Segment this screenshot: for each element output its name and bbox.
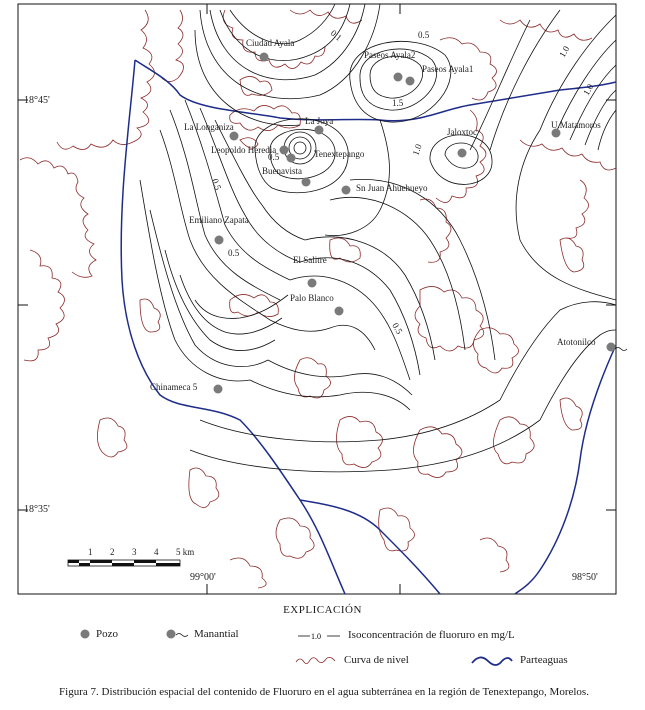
legend-item-manantial	[166, 628, 239, 640]
well-marker[interactable]	[406, 77, 415, 86]
legend-item-parteaguas	[470, 653, 568, 667]
site-label: Buenavista	[262, 166, 302, 176]
scale-bar	[68, 547, 194, 566]
parteaguas-icon	[470, 653, 514, 667]
site-label: Ciudad Ayala	[246, 38, 295, 48]
contour-label: 0.5	[268, 152, 280, 162]
spring	[607, 343, 628, 352]
legend-item-pozo	[80, 628, 118, 640]
contour-label: 0.5	[418, 30, 430, 40]
lat-label-top: 18°45'	[24, 95, 50, 106]
site-label: Paseos Ayala1	[422, 64, 474, 74]
lon-label-right: 98°50'	[572, 572, 598, 583]
well-marker[interactable]	[308, 279, 317, 288]
scale-tick-label: 5 km	[176, 547, 195, 557]
pozo-icon	[80, 629, 90, 639]
legend-label: Curva de nivel	[344, 654, 409, 666]
site-label: Chinameca 5	[150, 382, 198, 392]
contour-label: 1.0	[557, 44, 572, 59]
site-label: Jaloxtoc	[447, 127, 477, 137]
site-label: U.Matamoros	[551, 120, 601, 130]
legend-title: EXPLICACIÓN	[283, 604, 362, 616]
spring-outflow-icon	[615, 348, 627, 351]
site-label: Atotonilco	[557, 337, 596, 347]
manantial-icon	[166, 628, 188, 640]
well-marker[interactable]	[214, 385, 223, 394]
legend-item-curva	[294, 653, 409, 667]
legend-item-isolinea	[296, 628, 515, 642]
figure-caption: Figura 7. Distribución espacial del contenido de Fluoruro en el agua subterránea en la región de Tenextepango, Morelos.	[59, 686, 589, 698]
well-marker[interactable]	[394, 73, 403, 82]
contour-label: 0.5	[390, 321, 405, 336]
fluoride-contours	[140, 4, 616, 472]
well-marker[interactable]	[458, 149, 467, 158]
isoline-sample-label: 1.0	[311, 632, 321, 641]
legend-label: Isoconcentración de fluoruro en mg/L	[348, 629, 515, 641]
legend-label: Manantial	[194, 628, 239, 640]
lat-label-bottom: 18°35'	[24, 504, 50, 515]
well-marker[interactable]	[315, 126, 324, 135]
contour-label: 0.5	[228, 248, 240, 258]
site-label: Paseos Ayala2	[364, 50, 416, 60]
spring-marker[interactable]	[607, 343, 616, 352]
site-label: El Salitre	[293, 255, 327, 265]
wells	[214, 53, 561, 394]
contour-label: 0.1	[328, 27, 344, 43]
site-label: Tenextepango	[314, 149, 365, 159]
contour-label: 1.0	[410, 142, 424, 157]
site-label: La Longaniza	[184, 122, 234, 132]
well-marker[interactable]	[342, 186, 351, 195]
well-marker[interactable]	[260, 53, 269, 62]
contour-label: 1.5	[392, 98, 404, 108]
site-label	[356, 183, 428, 193]
well-marker[interactable]	[230, 132, 239, 141]
contour-label: 1.0	[581, 82, 596, 97]
lon-label-left: 99°00'	[190, 572, 216, 583]
well-marker[interactable]	[335, 307, 344, 316]
site-labels	[150, 38, 601, 392]
scale-tick-label: 2	[110, 547, 115, 557]
curva-nivel-icon	[294, 653, 338, 667]
scale-tick-label: 1	[88, 547, 93, 557]
well-marker[interactable]	[287, 154, 296, 163]
site-label: Emiliano Zapata	[189, 215, 249, 225]
site-label: La Joya	[305, 116, 334, 126]
site-label-line: Sn Juan Ahuehueyo	[356, 183, 428, 193]
site-label: Palo Blanco	[290, 293, 334, 303]
scale-tick-label: 3	[132, 547, 137, 557]
drainage-divide	[121, 60, 616, 594]
well-marker[interactable]	[280, 146, 289, 155]
site-label: Leopoldo Heredia	[211, 145, 277, 155]
contour-label: 0.5	[210, 177, 224, 192]
legend-label: Parteaguas	[520, 654, 568, 666]
well-marker[interactable]	[302, 178, 311, 187]
well-marker[interactable]	[215, 236, 224, 245]
scale-tick-label: 4	[154, 547, 159, 557]
isoline-icon	[296, 628, 342, 642]
legend-label: Pozo	[96, 628, 118, 640]
